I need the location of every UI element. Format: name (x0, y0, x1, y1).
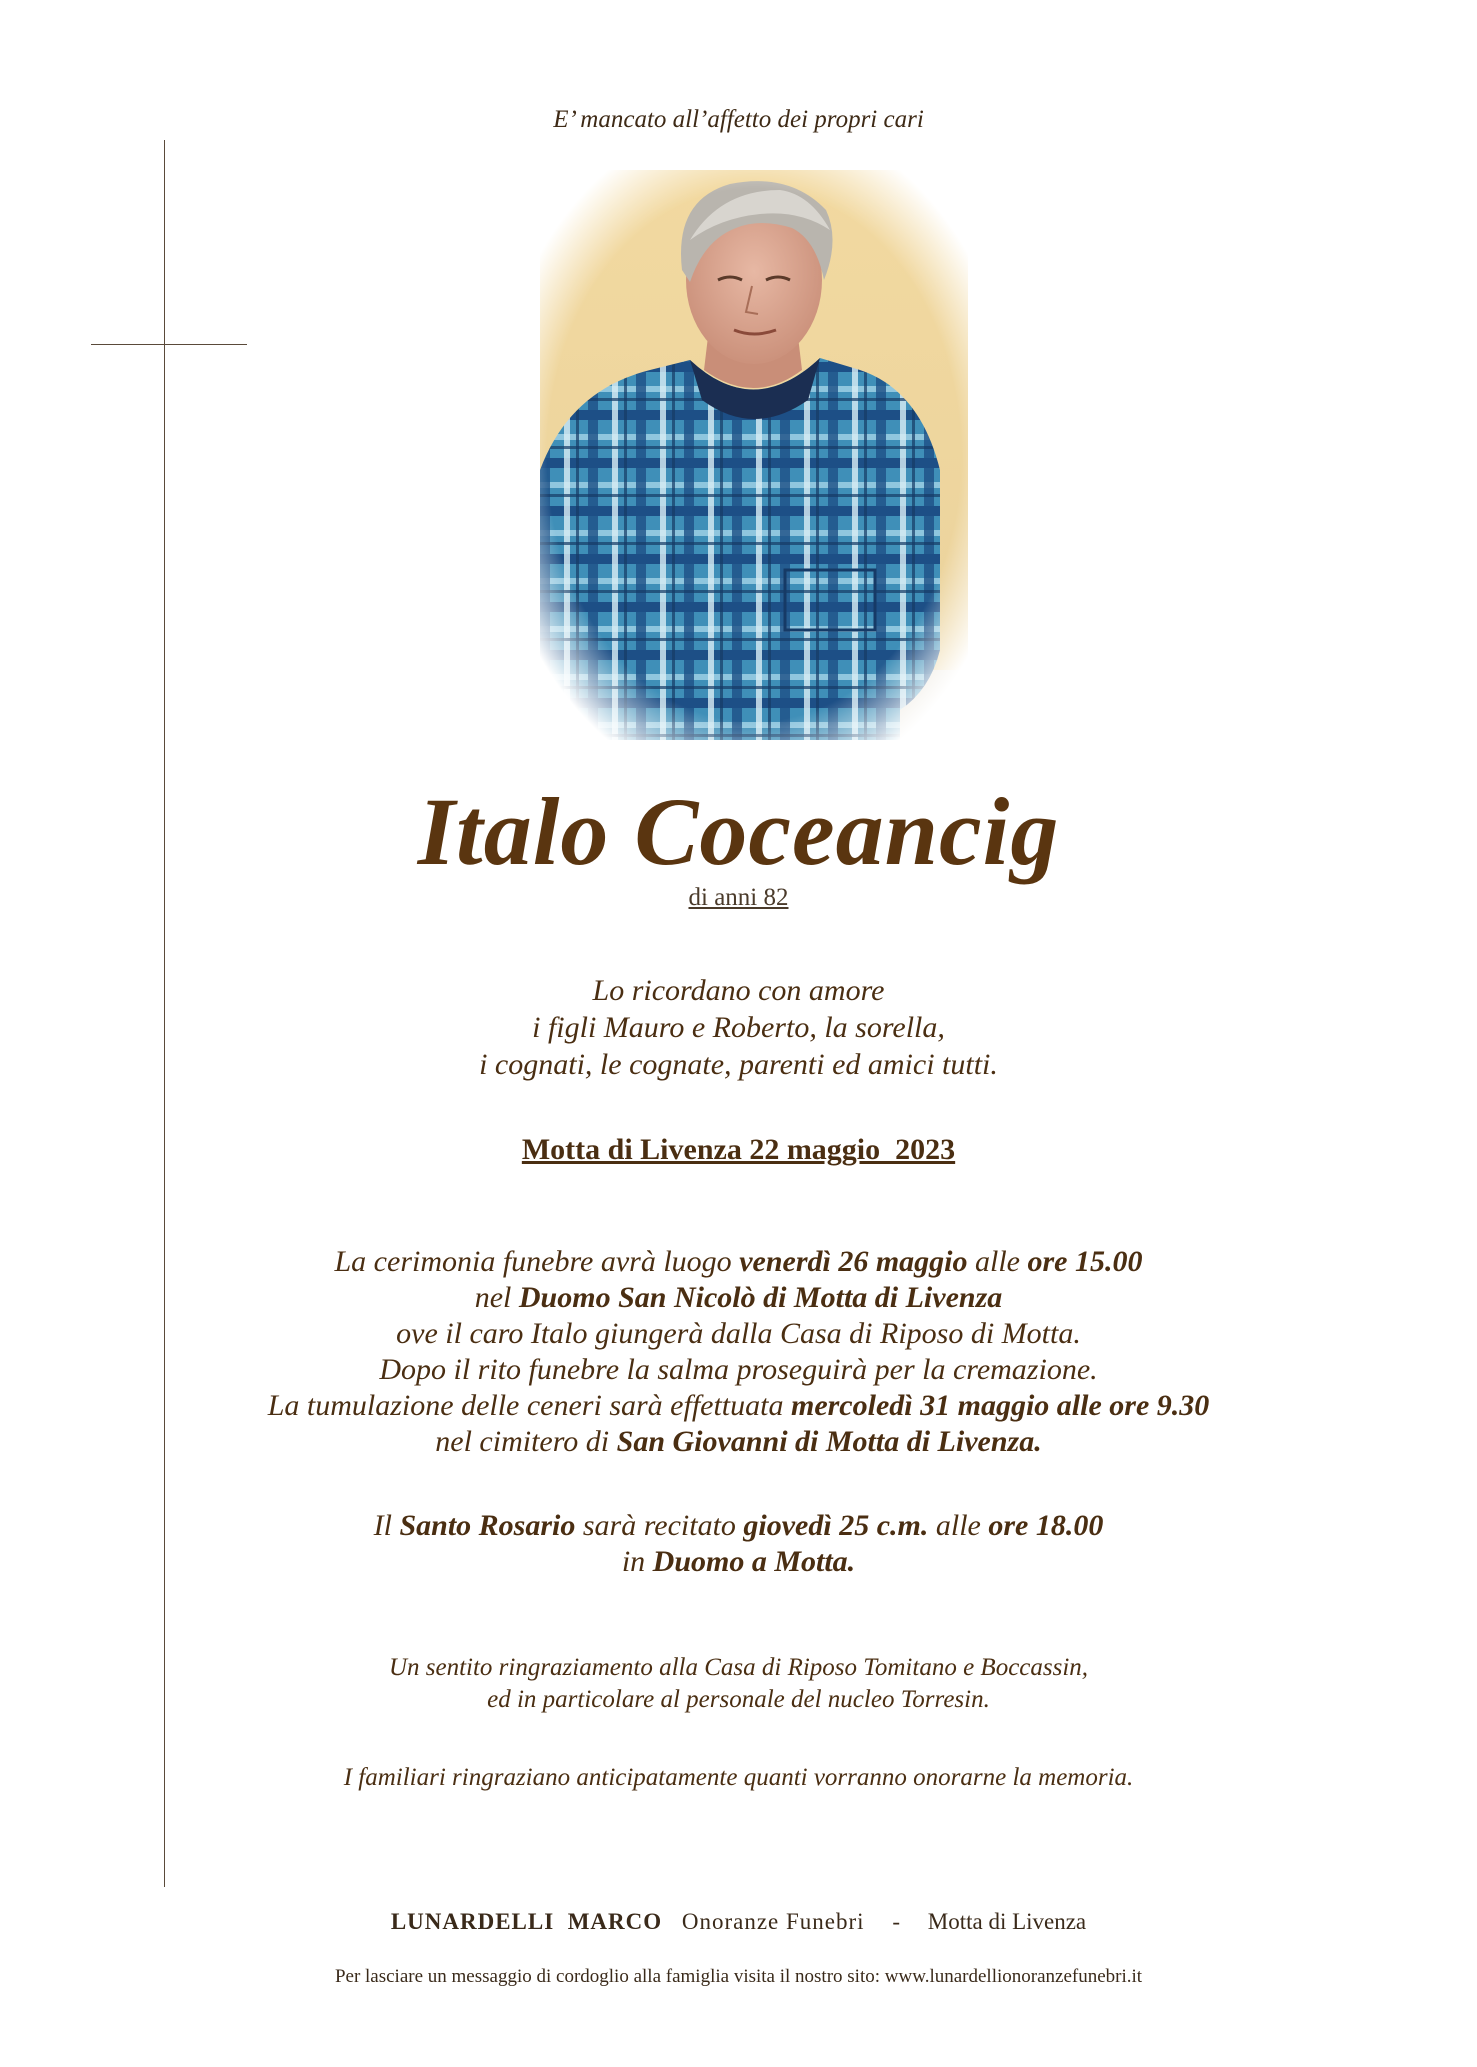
ceremony-line-4: Dopo il rito funebre la salma proseguirà per la cremazione. (379, 1353, 1098, 1386)
ceremony-line-2 (0, 1280, 1477, 1316)
ceremony-l5-text: La tumulazione delle ceneri sarà effettuata (267, 1389, 791, 1422)
remembrance-line-1: Lo ricordano con amore (592, 974, 885, 1007)
ceremony-time: ore 15.00 (1027, 1245, 1143, 1278)
ceremony-line-6 (0, 1424, 1477, 1460)
burial-date-time: mercoledì 31 maggio alle ore 9.30 (790, 1389, 1210, 1422)
rosary-time: ore 18.00 (988, 1509, 1104, 1542)
thanks-line-2: ed in particolare al personale del nucleo Torresin. (487, 1686, 990, 1713)
ceremony-line-3: ove il caro Italo giungerà dalla Casa di Riposo di Motta. (396, 1317, 1081, 1350)
cemetery-name: San Giovanni di Motta di Livenza. (616, 1425, 1042, 1458)
rosary-l1-text-c: sarà recitato (575, 1509, 744, 1542)
portrait-photo (540, 170, 968, 740)
remembrance-line-2: i figli Mauro e Roberto, la sorella, (532, 1011, 945, 1044)
rosary-line-1 (0, 1508, 1477, 1544)
ceremony-line-5 (0, 1388, 1477, 1424)
thanks-line-1: Un sentito ringraziamento alla Casa di Riposo Tomitano e Boccassin, (388, 1654, 1089, 1681)
place-and-date (0, 1133, 1477, 1167)
ceremony-block (0, 1244, 1477, 1460)
ceremony-date: venerdì 26 maggio (739, 1245, 968, 1278)
deceased-name: Italo Coceancig (417, 778, 1060, 885)
rosary-l1-text-e: alle (928, 1509, 989, 1542)
family-thanks: I familiari ringraziano anticipatamente quanti vorranno onorarne la memoria. (343, 1764, 1134, 1791)
remembrance-line-3: i cognati, le cognate, parenti ed amici tutti. (479, 1048, 998, 1081)
ceremony-l1-text: La cerimonia funebre avrà luogo (334, 1245, 740, 1278)
rosary-title: Santo Rosario (399, 1509, 576, 1542)
rosary-block (0, 1508, 1477, 1580)
portrait-illustration (540, 170, 968, 740)
footer-separator: - (892, 1909, 900, 1934)
remembrance-block (0, 972, 1477, 1083)
ceremony-church: Duomo San Nicolò di Motta di Livenza (518, 1281, 1003, 1314)
footer-company-line (0, 1909, 1477, 1935)
ceremony-l6-text: nel cimitero di (435, 1425, 617, 1458)
rosary-date: giovedì 25 c.m. (743, 1509, 929, 1542)
cross-horizontal-line (91, 344, 247, 345)
ceremony-line-1 (0, 1244, 1477, 1280)
rosary-place: Duomo a Motta. (652, 1545, 856, 1578)
rosary-l1-text-a: Il (373, 1509, 400, 1542)
rosary-l2-text: in (621, 1545, 653, 1578)
ceremony-l2-text: nel (474, 1281, 519, 1314)
rosary-line-2 (0, 1544, 1477, 1580)
company-name: LUNARDELLI MARCO (390, 1909, 663, 1934)
deceased-age: di anni 82 (688, 884, 789, 911)
thanks-block (0, 1652, 1477, 1716)
intro-text: E’ mancato all’affetto dei propri cari (553, 106, 924, 133)
place-and-date-text: Motta di Livenza 22 maggio 2023 (521, 1133, 956, 1166)
ceremony-l1-connector: alle (967, 1245, 1028, 1278)
website-note: Per lasciare un messaggio di cordoglio alla famiglia visita il nostro sito: www.lunardellionoranzefunebri.it (334, 1966, 1143, 1987)
company-service: Onoranze Funebri (681, 1909, 865, 1934)
company-town: Motta di Livenza (927, 1909, 1087, 1934)
